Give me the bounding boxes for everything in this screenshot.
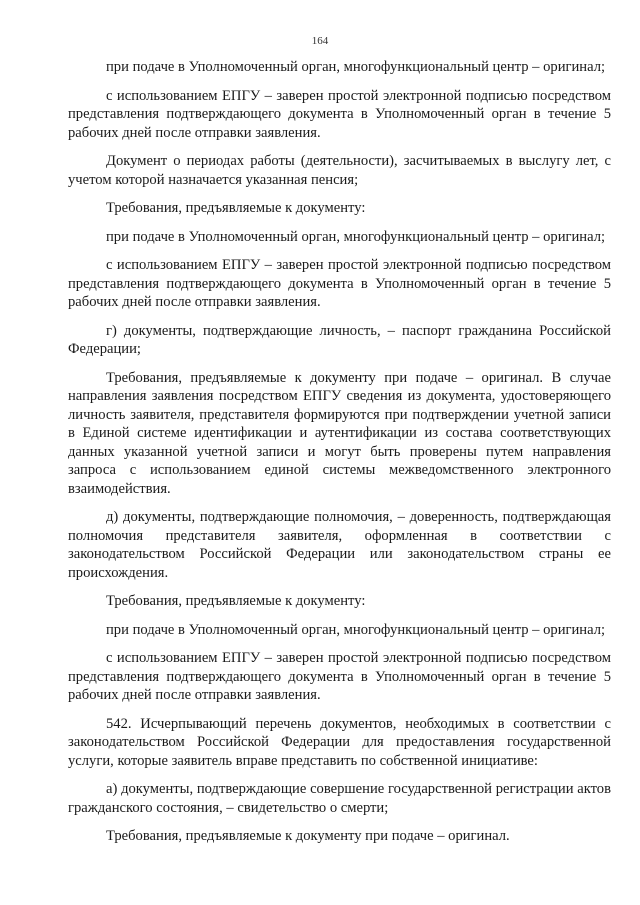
paragraph: Документ о периодах работы (деятельности), засчитываемых в выслугу лет, с учетом которой назначается указанная пенсия; — [68, 153, 611, 188]
paragraph: при подаче в Уполномоченный орган, многофункциональный центр – оригинал; — [106, 621, 606, 638]
document-body — [68, 58, 611, 846]
paragraph: при подаче в Уполномоченный орган, многофункциональный центр – оригинал; — [106, 228, 606, 245]
paragraph: а) документы, подтверждающие совершение государственной регистрации актов гражданского состояния, – свидетельство о смерти; — [68, 781, 611, 816]
paragraph: д) документы, подтверждающие полномочия, – доверенность, подтверждающая полномочия представителя заявителя, оформленная в соответствии с законодательством Российской Федерации или законодательством страны ее происхождения. — [68, 509, 611, 581]
paragraph: при подаче в Уполномоченный орган, многофункциональный центр – оригинал; — [106, 59, 606, 75]
paragraph: с использованием ЕПГУ – заверен простой электронной подписью посредством представления подтверждающего документа в Уполномоченный орган в течение 5 рабочих дней после отправки заявления. — [68, 87, 611, 141]
paragraph: с использованием ЕПГУ – заверен простой электронной подписью посредством представления подтверждающего документа в Уполномоченный орган в течение 5 рабочих дней после отправки заявления. — [68, 650, 611, 703]
paragraph: 542. Исчерпывающий перечень документов, необходимых в соответствии с законодательством Российской Федерации для предоставления государственной услуги, которые заявитель вправе представить по собственной инициативе: — [68, 715, 611, 769]
paragraph: с использованием ЕПГУ – заверен простой электронной подписью посредством представления подтверждающего документа в Уполномоченный орган в течение 5 рабочих дней после отправки заявления. — [68, 257, 611, 310]
page-number: 164 — [311, 35, 329, 47]
paragraph: Требования, предъявляемые к документу: — [106, 200, 366, 216]
paragraph: г) документы, подтверждающие личность, – паспорт гражданина Российской Федерации; — [68, 322, 611, 357]
paragraph: Требования, предъявляемые к документу при подаче – оригинал. В случае направления заявления посредством ЕПГУ сведения из документа, удостоверяющего личность заявителя, представителя формируются при подтверждении учетной записи в Единой системе идентификации и аутентификации из состава соответствующих данных указанной учетной записи и могут быть проверены путем направления запроса с использованием единой системы межведомственного электронного взаимодействия. — [68, 369, 611, 497]
paragraph: Требования, предъявляемые к документу при подаче – оригинал. — [106, 828, 510, 844]
paragraph: Требования, предъявляемые к документу: — [106, 593, 366, 609]
